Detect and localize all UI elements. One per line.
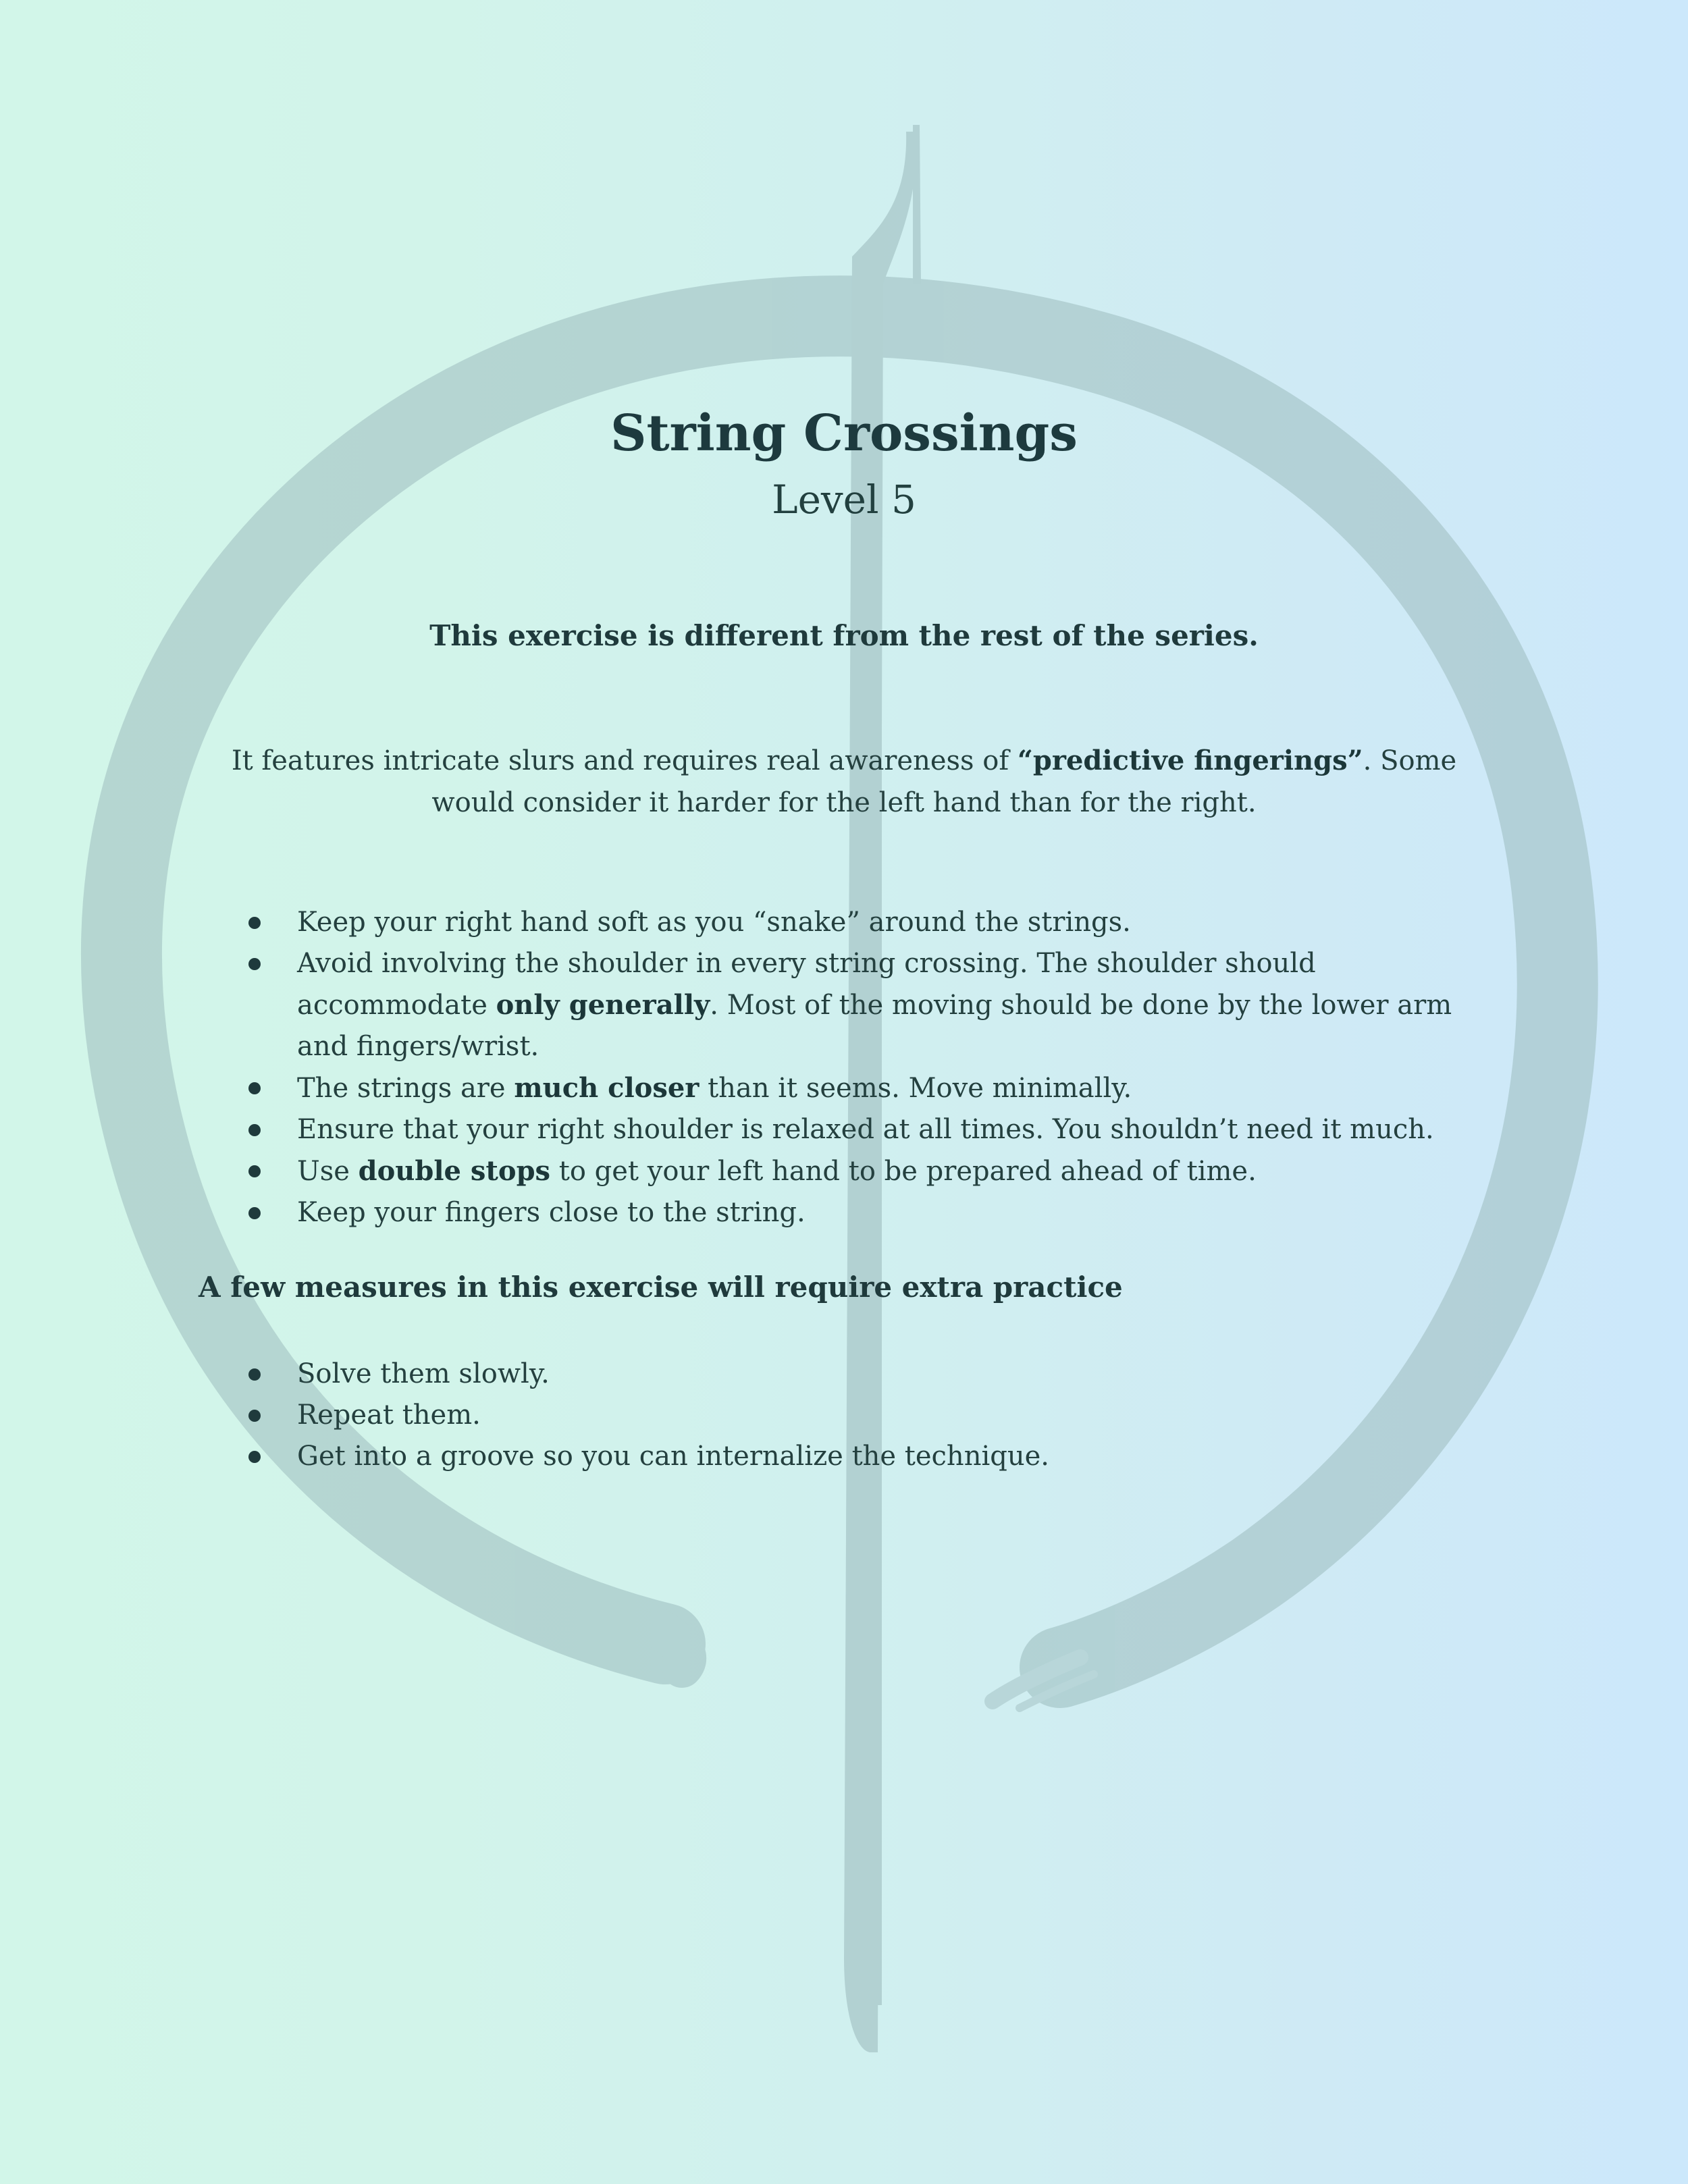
list-item	[297, 1192, 1472, 1233]
bullet-icon	[248, 958, 261, 970]
tip-text-after: to get your left hand to be prepared ahead of time.	[550, 1156, 1257, 1187]
practice-text: Solve them slowly.	[297, 1358, 550, 1389]
tip-text-after: than it seems. Move minimally.	[699, 1073, 1132, 1104]
tip-text: Keep your fingers close to the string.	[297, 1197, 806, 1228]
practice-text: Get into a groove so you can internalize the technique.	[297, 1441, 1050, 1472]
page-subtitle: Level 5	[772, 477, 916, 523]
bullet-icon	[248, 1368, 261, 1381]
intro-paragraph	[223, 740, 1465, 824]
list-item	[297, 902, 1472, 943]
tip-text: Avoid involving the shoulder in every string crossing. The shoulder should accommodate	[297, 948, 1316, 1021]
lead-statement: This exercise is different from the rest of the series.	[429, 619, 1259, 652]
list-item	[297, 1109, 1472, 1150]
tip-bold-text: double stops	[358, 1155, 551, 1187]
bullet-icon	[248, 917, 261, 929]
tip-bold-text: only generally	[496, 989, 710, 1021]
list-item	[297, 1150, 1472, 1192]
tip-text: Use	[297, 1156, 359, 1187]
list-item	[297, 943, 1472, 1067]
intro-text-part1: It features intricate slurs and requires real awareness of	[231, 745, 1018, 776]
intro-bold-term: “predictive fingerings”	[1017, 745, 1363, 776]
intro-text-part2: . Some would consider it harder for the left hand than for the right.	[431, 745, 1457, 818]
bullet-icon	[248, 1410, 261, 1422]
tip-text-after: . Most of the moving should be done by the lower arm and fingers/wrist.	[297, 990, 1452, 1062]
tip-bold-text: much closer	[514, 1072, 700, 1104]
technique-tips-list	[297, 902, 1472, 1233]
bullet-icon	[248, 1165, 261, 1177]
practice-text: Repeat them.	[297, 1400, 481, 1431]
list-item	[297, 1436, 1472, 1477]
tip-text: The strings are	[297, 1073, 515, 1104]
bullet-icon	[248, 1207, 261, 1219]
page-title: String Crossings	[610, 404, 1078, 462]
tip-text: Ensure that your right shoulder is relaxed at all times. You shouldn’t need it much.	[297, 1114, 1434, 1145]
list-item	[297, 1354, 1472, 1395]
tip-text: Keep your right hand soft as you “snake” around the strings.	[297, 907, 1131, 938]
practice-steps-list	[297, 1354, 1472, 1477]
list-item	[297, 1395, 1472, 1436]
list-item	[297, 1067, 1472, 1109]
bullet-icon	[248, 1124, 261, 1136]
section-heading: A few measures in this exercise will require extra practice	[199, 1271, 1123, 1304]
bullet-icon	[248, 1451, 261, 1463]
bullet-icon	[248, 1082, 261, 1094]
